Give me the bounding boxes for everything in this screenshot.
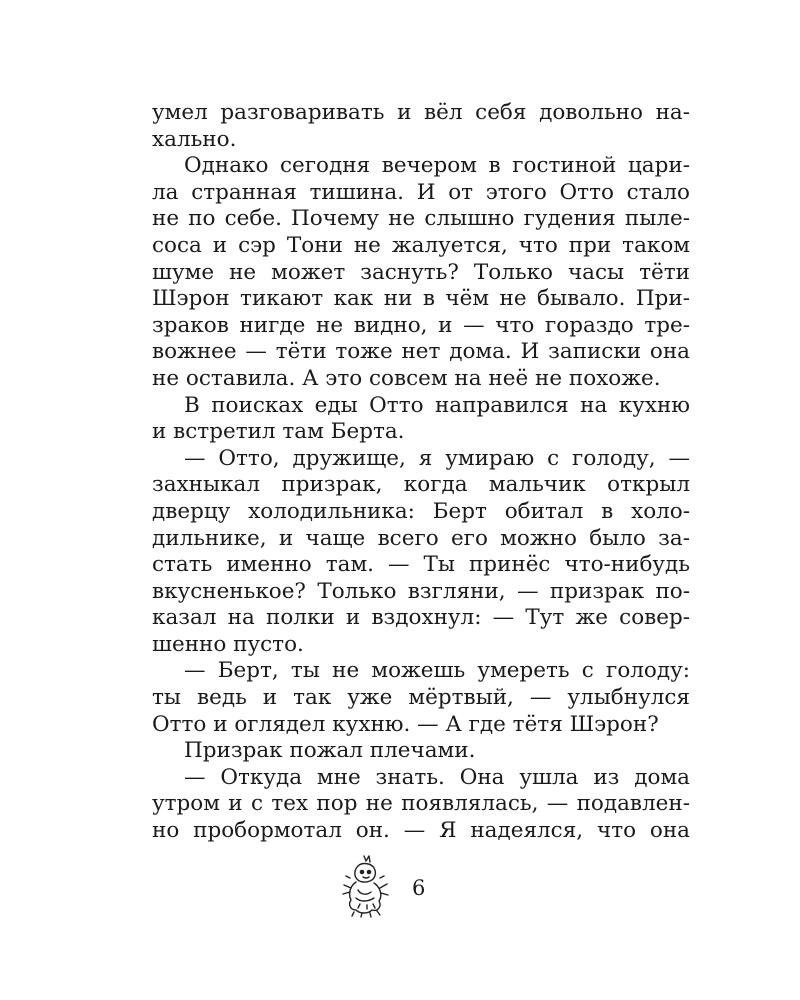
text-line: но пробормотал он. — Я надеялся, что она [152, 818, 690, 844]
text-line: хально. [152, 126, 237, 152]
text-line: — Отто, дружище, я умираю с голоду, — [184, 445, 690, 471]
page-footer [340, 852, 460, 922]
text-line: ты ведь и так уже мёртвый, — улыбнулся [152, 685, 690, 711]
text-line: Шэрон тикают как ни в чём не бывало. При- [152, 286, 690, 312]
text-line: стать именно там. — Ты принёс что-нибудь [152, 552, 690, 578]
ghost-illustration-icon [340, 852, 392, 918]
text-line: вкусненькое? Только взгляни, — призрак по- [152, 578, 690, 604]
text-line: не оставила. А это совсем на неё не похоже. [152, 365, 661, 391]
text-line: вожнее — тёти тоже нет дома. И записки она [152, 339, 690, 365]
text-line: — Откуда мне знать. Она ушла из дома [184, 764, 690, 790]
body-text [152, 100, 690, 845]
text-line: шенно пусто. [152, 631, 304, 657]
text-line: дверцу холодильника: Берт обитал в холо- [152, 498, 690, 524]
text-line: Призрак пожал плечами. [184, 738, 476, 764]
text-line: казал на полки и вздохнул: — Тут же совер- [152, 605, 690, 631]
text-line: Отто и оглядел кухню. — А где тётя Шэрон? [152, 711, 659, 737]
text-line: — Берт, ты не можешь умереть с голоду: [184, 658, 690, 684]
text-line: и встретил там Берта. [152, 419, 405, 445]
text-line: умел разговаривать и вёл себя довольно на- [152, 100, 690, 125]
text-line: В поисках еды Отто направился на кухню [184, 392, 690, 418]
text-line: Однако сегодня вечером в гостиной цари- [184, 153, 690, 179]
page-number: 6 [412, 876, 426, 900]
text-line: шуме не может заснуть? Только часы тёти [152, 259, 690, 285]
text-line: не по себе. Почему не слышно гудения пыле- [152, 206, 690, 232]
text-line: ла странная тишина. И от этого Отто стало [152, 179, 690, 205]
text-line: захныкал призрак, когда мальчик открыл [152, 472, 690, 498]
text-line: утром и с тех пор не появлялась, — подавлен- [152, 791, 690, 817]
text-line: дильнике, и чаще всего его можно было за- [152, 525, 690, 551]
text-line: зраков нигде не видно, и — что гораздо тре- [152, 312, 690, 338]
text-line: соса и сэр Тони не жалуется, что при таком [152, 232, 690, 258]
